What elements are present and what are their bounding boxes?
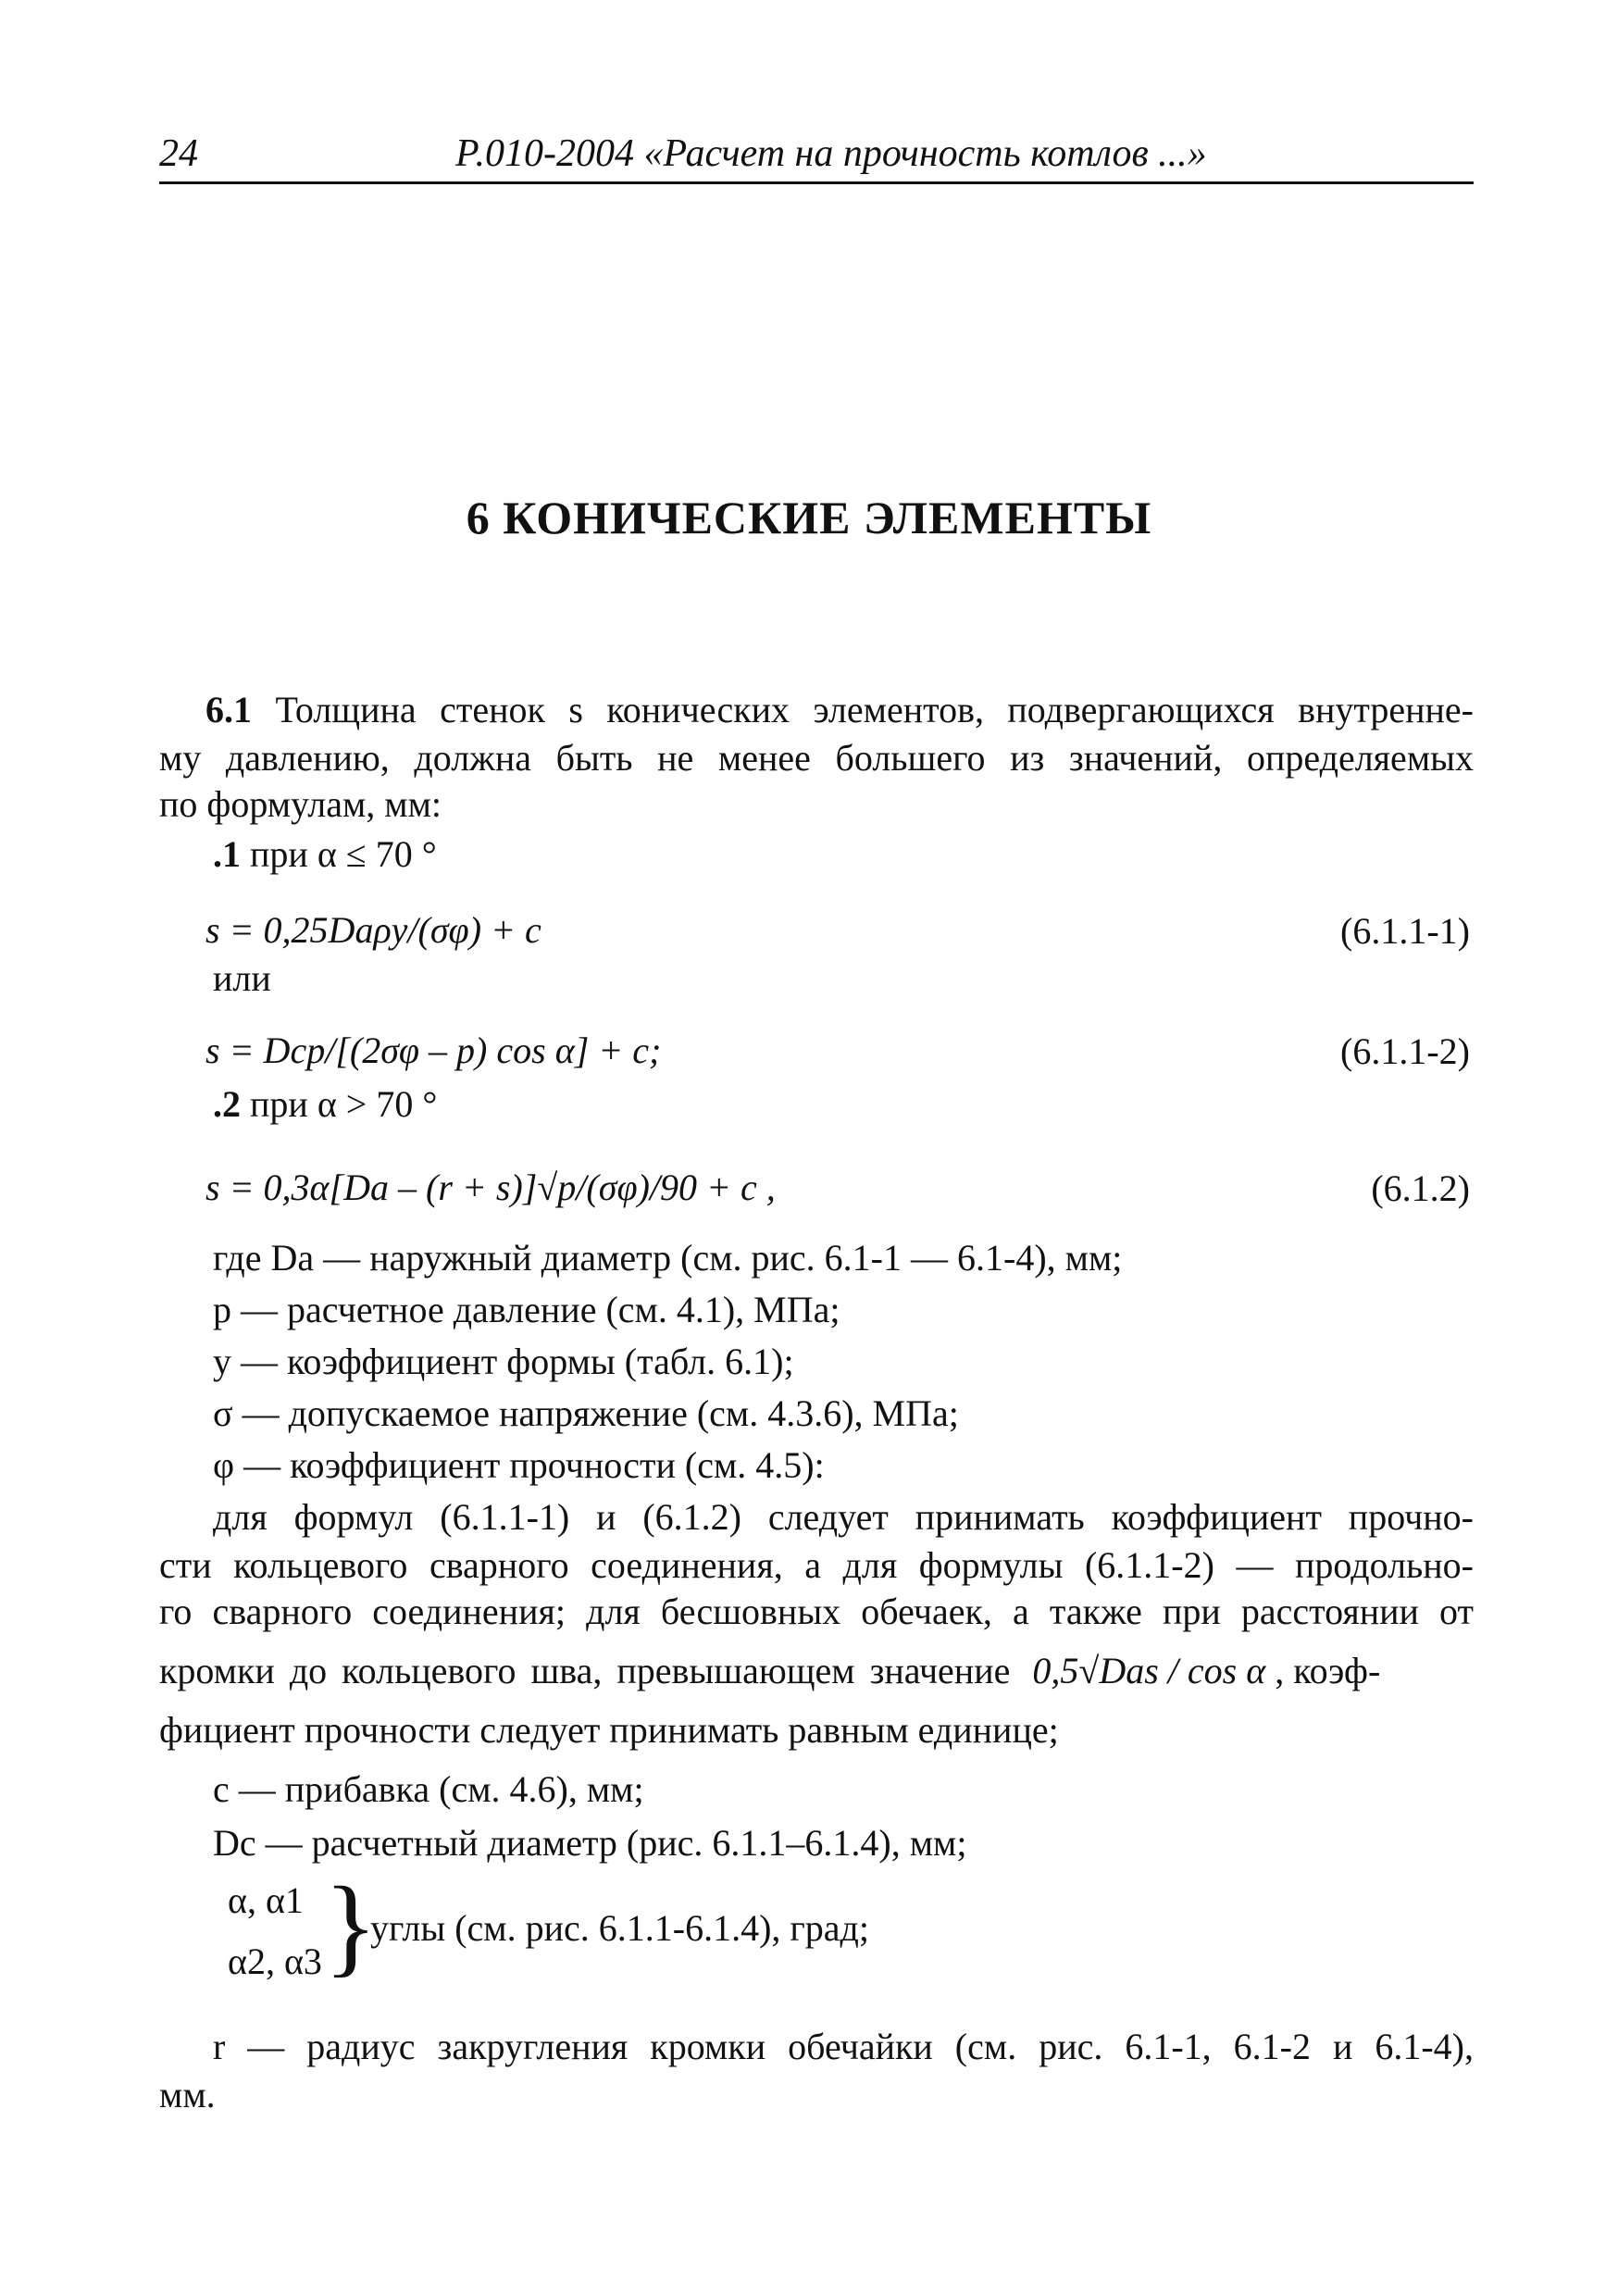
def-sigma: σ — допускаемое напряжение (см. 4.3.6), МПа; [213,1392,959,1434]
inline-formula: 0,5√Das / cos α [1032,1650,1266,1691]
section-title: 6 КОНИЧЕСКИЕ ЭЛЕМЕНТЫ [466,492,1152,543]
para-6-1-line1 [205,689,1474,731]
angles-text: углы (см. рис. 6.1.1-6.1.4), град; [370,1907,870,1949]
case-number: .2 [213,1083,241,1125]
equation-6-1-1-2: s = Dcp/[(2σφ – p) cos α] + c; [205,1029,662,1071]
note-line4 [159,1650,1474,1692]
def-r-line2: мм. [159,2074,216,2115]
running-title: Р.010-2004 «Расчет на прочность котлов ...» [455,132,1207,175]
equation-6-1-2: s = 0,3α[Da – (r + s)]√p/(σφ)/90 + c , [205,1167,776,1208]
note-line3: го сварного соединения; для бесшовных обечаек, а также при расстоянии от [159,1591,1474,1632]
def-y: y — коэффициент формы (табл. 6.1); [213,1341,794,1382]
def-p: p — расчетное давление (см. 4.1), МПа; [213,1289,840,1330]
def-c: c — прибавка (см. 4.6), мм; [213,1768,644,1810]
equation-number: (6.1.2) [1371,1167,1470,1209]
or-text: или [213,957,271,999]
equation-number: (6.1.1-1) [1340,910,1470,952]
def-Da: где Da — наружный диаметр (см. рис. 6.1-1 — 6.1-4), мм; [213,1237,1123,1279]
angles-a: α, α1 [228,1879,304,1921]
equation-6-1-1-1: s = 0,25Daρy/(σφ) + c [205,909,541,951]
case-text: при α > 70 ° [250,1083,438,1125]
para-6-1-line2: му давлению, должна быть не менее большего из значений, определяемых [159,737,1474,779]
page-number: 24 [159,132,198,175]
note-line2: сти кольцевого сварного соединения, а для формулы (6.1.1-2) — продольно- [159,1544,1474,1586]
para-text: Толщина стенок s конических элементов, подвергающихся внутренне- [275,689,1474,730]
def-phi: φ — коэффициент прочности (см. 4.5): [213,1444,825,1486]
note-text-end: , коэф- [1275,1650,1381,1691]
note-text: кромки до кольцевого шва, превышающем значение [159,1650,1011,1691]
note-line1: для формул (6.1.1-1) и (6.1.2) следует принимать коэффициент прочно- [213,1496,1474,1538]
case-number: .1 [213,833,241,875]
right-brace: } [324,1864,378,1987]
case-text: при α ≤ 70 ° [250,833,437,875]
para-6-1-line3: по формулам, мм: [159,783,442,825]
running-header [159,126,1474,184]
def-r-line1: r — радиус закругления кромки обечайки (см. рис. 6.1-1, 6.1-2 и 6.1-4), [213,2026,1474,2067]
equation-number: (6.1.1-2) [1340,1030,1470,1072]
angles-b: α2, α3 [228,1940,322,1982]
para-number: 6.1 [205,689,252,730]
def-Dc: Dc — расчетный диаметр (рис. 6.1.1–6.1.4), мм; [213,1822,967,1864]
case-1 [213,833,437,876]
note-line5: фициент прочности следует принимать равным единице; [159,1709,1059,1751]
case-2 [213,1083,437,1126]
